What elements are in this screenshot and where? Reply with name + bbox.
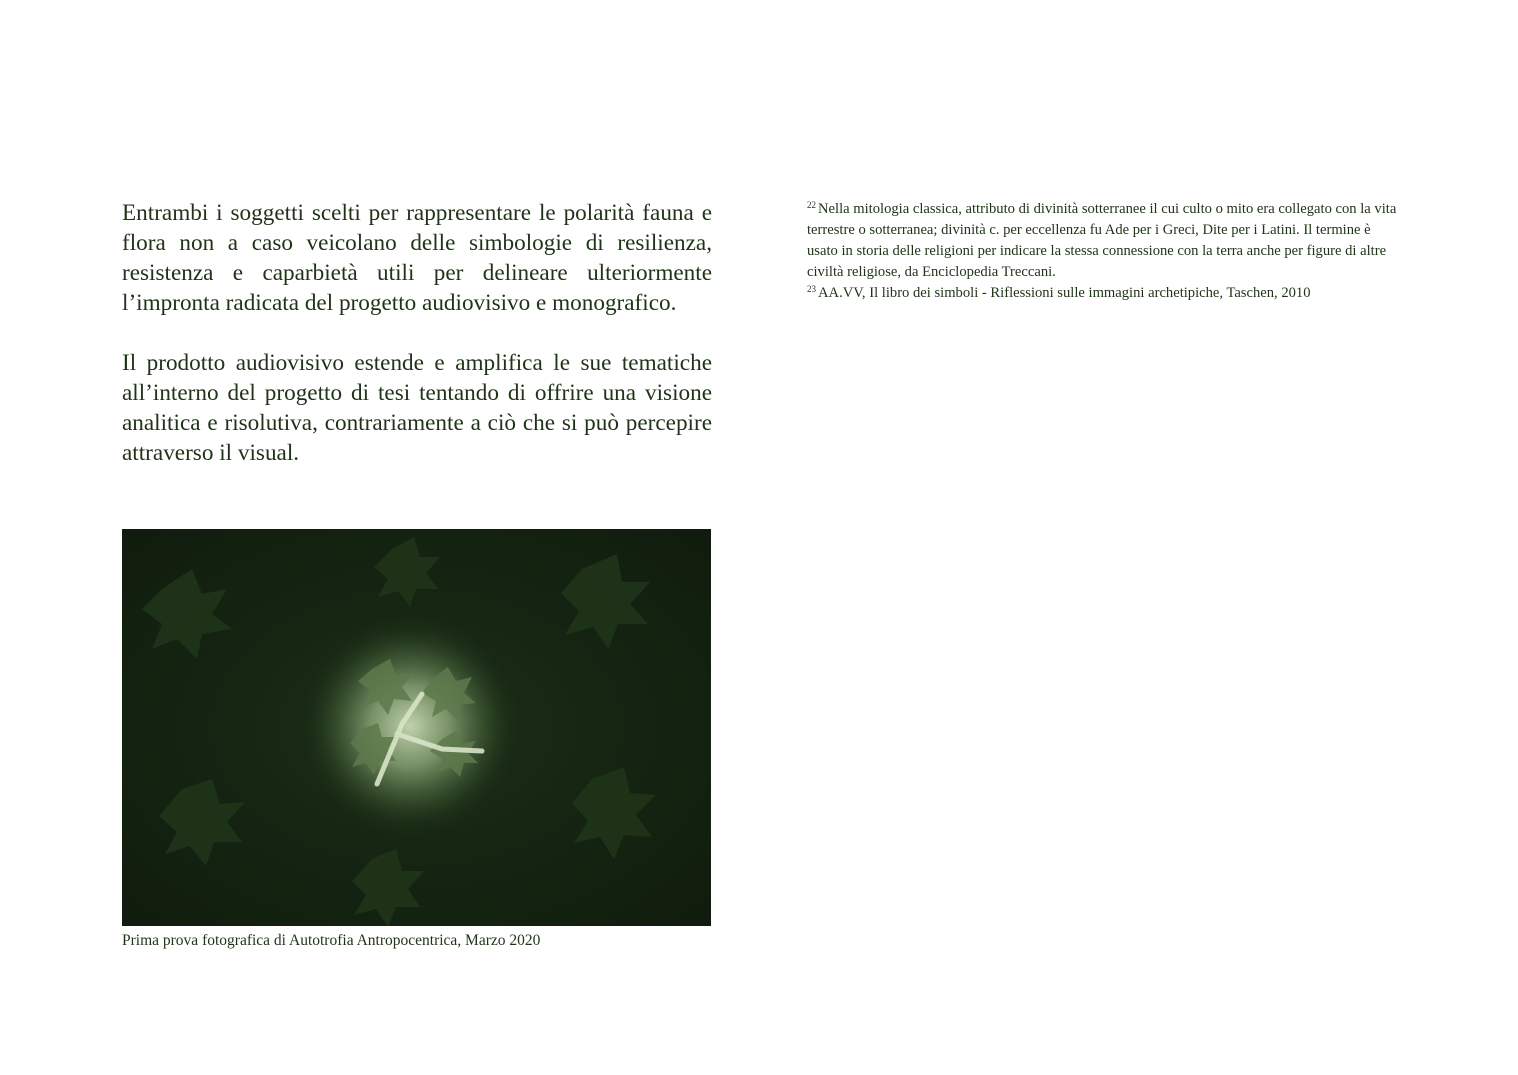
- photo-caption: Prima prova fotografica di Autotrofia Antropocentrica, Marzo 2020: [122, 932, 541, 949]
- footnote-text: Nella mitologia classica, attributo di divinità sotterranee il cui culto o mito era collegato con la vita terrestre o sotterranea; divinità c. per eccellenza fu Ade per i Greci, Dite per i Latini. Il termine è usato in storia delle religioni per indicare la stessa connessione con la terra anche per figure di altre civiltà religiose, da Enciclopedia Treccani.: [807, 201, 1397, 280]
- footnote-text: AA.VV, Il libro dei simboli - Riflessioni sulle immagini archetipiche, Taschen, 2010: [818, 285, 1311, 301]
- body-paragraph-2: Il prodotto audiovisivo estende e amplifica le sue tematiche all’interno del progetto di tesi tentando di offrire una visione analitica e risolutiva, contrariamente a ciò che si può percepire attraverso il visual.: [122, 350, 712, 466]
- footnote-number: 22: [807, 200, 816, 210]
- night-foliage-photo: [122, 529, 711, 926]
- body-text-column: [122, 198, 712, 468]
- photo-illustration: [122, 529, 711, 926]
- light-glow: [295, 611, 525, 841]
- body-paragraph-1: Entrambi i soggetti scelti per rappresentare le polarità fauna e flora non a caso veicolano delle simbologie di resilienza, resistenza e caparbietà utili per delineare ulteriormente l’impronta radicata del progetto audiovisivo e monografico.: [122, 200, 712, 316]
- footnote-23: [807, 283, 1397, 304]
- footnote-number: 23: [807, 284, 816, 294]
- footnotes-column: [807, 199, 1397, 304]
- footnote-22: [807, 199, 1397, 283]
